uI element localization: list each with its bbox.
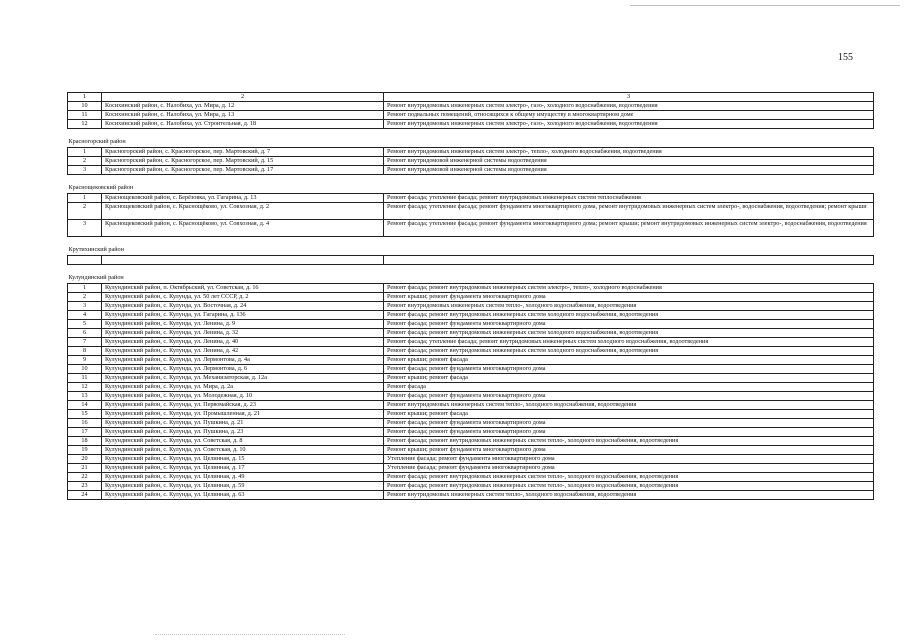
table-row xyxy=(68,256,874,265)
address-cell: Кулундинский район, с. Кулунда, ул. Ленина, д. 42 xyxy=(102,347,384,356)
address-cell: Кулундинский район, с. Кулунда, ул. Ленина, д. 40 xyxy=(102,338,384,347)
row-number-cell: 10 xyxy=(68,365,102,374)
table-row xyxy=(68,220,874,237)
row-number-cell: 13 xyxy=(68,392,102,401)
row-number-cell: 23 xyxy=(68,482,102,491)
address-cell: Кулундинский район, с. Кулунда, ул. Целинная, д. 17 xyxy=(102,464,384,473)
column-header-row xyxy=(68,93,874,102)
work-type-cell: Ремонт фасада; ремонт внутридомовых инженерных систем тепло-, холодного водоснабжения, водоотведения xyxy=(384,437,874,446)
table-row xyxy=(68,428,874,437)
work-type-cell: Ремонт крыши; ремонт фасада xyxy=(384,374,874,383)
address-cell: Краснощековский район, с. Краснощёково, ул. Совхозная, д. 2 xyxy=(102,203,384,220)
work-type-cell: Ремонт фасада; утепление фасада; ремонт фундамента многоквартирного дома; ремонт крыши; ремонт внутридомовых инженерных систем электро-, водоснабжения, водоотведения xyxy=(384,220,874,237)
work-type-cell xyxy=(384,256,874,265)
address-cell: Кулундинский район, с. Кулунда, ул. Целинная, д. 59 xyxy=(102,482,384,491)
address-cell: Кулундинский район, с. Кулунда, ул. Ленина, д. 32 xyxy=(102,329,384,338)
spacer-row xyxy=(68,237,874,247)
row-number-cell: 1 xyxy=(68,148,102,157)
address-cell: Косихинский район, с. Налобиха, ул. Мира, д. 12 xyxy=(102,102,384,111)
work-type-cell: Ремонт фасада xyxy=(384,383,874,392)
row-number-cell: 2 xyxy=(68,157,102,166)
table-row xyxy=(68,293,874,302)
table-row xyxy=(68,311,874,320)
work-type-cell: Ремонт фасада; ремонт фундамента многоквартирного дома xyxy=(384,428,874,437)
address-cell: Кулундинский район, с. Кулунда, ул. Целинная, д. 15 xyxy=(102,455,384,464)
work-type-cell: Ремонт крыши; ремонт фундамента многоквартирного дома xyxy=(384,446,874,455)
row-number-cell: 17 xyxy=(68,428,102,437)
table-row xyxy=(68,392,874,401)
district-heading: Кулундинский район xyxy=(68,274,124,281)
table-row xyxy=(68,166,874,175)
work-type-cell: Ремонт крыши; ремонт фундамента многоквартирного дома xyxy=(384,293,874,302)
column-header-address: 2 xyxy=(102,93,384,102)
row-number-cell: 5 xyxy=(68,320,102,329)
address-cell: Краснощековский район, с. Краснощёково, ул. Совхозная, д. 4 xyxy=(102,220,384,237)
row-number-cell: 22 xyxy=(68,473,102,482)
repair-works-table xyxy=(67,92,874,500)
work-type-cell: Ремонт фасада; ремонт внутридомовых инженерных систем электро-, тепло-, холодного водоснабжения xyxy=(384,284,874,293)
address-cell: Красногорский район, с. Красногорское, пер. Мартовский, д. 17 xyxy=(102,166,384,175)
table-row xyxy=(68,455,874,464)
table-row xyxy=(68,374,874,383)
address-cell: Кулундинский район, с. Кулунда, ул. Лермонтова, д. 4а xyxy=(102,356,384,365)
work-type-cell: Ремонт фасада; ремонт внутридомовых инженерных систем тепло-, холодного водоснабжения, водоотведения xyxy=(384,473,874,482)
address-cell: Красногорский район, с. Красногорское, пер. Мартовский, д. 7 xyxy=(102,148,384,157)
work-type-cell: Ремонт фасада; ремонт фундамента многоквартирного дома xyxy=(384,419,874,428)
work-type-cell: Ремонт фасада; утепление фасада; ремонт внутридомовых инженерных систем теплоснабжения xyxy=(384,194,874,203)
work-type-cell: Ремонт фасада; ремонт внутридомовых инженерных систем холодного водоснабжения, водоотведения xyxy=(384,347,874,356)
row-number-cell: 14 xyxy=(68,401,102,410)
table-row xyxy=(68,194,874,203)
address-cell: Кулундинский район, с. Кулунда, ул. 50 лет СССР, д. 2 xyxy=(102,293,384,302)
work-type-cell: Ремонт внутридомовой инженерной системы водоотведения xyxy=(384,157,874,166)
row-number-cell: 10 xyxy=(68,102,102,111)
work-type-cell: Ремонт крыши; ремонт фасада xyxy=(384,356,874,365)
table-row xyxy=(68,491,874,500)
table-row xyxy=(68,203,874,220)
district-heading-row xyxy=(68,138,874,148)
work-type-cell: Ремонт внутридомовых инженерных систем электро-, тепло-, холодного водоснабжения, водоотведения xyxy=(384,148,874,157)
row-number-cell: 12 xyxy=(68,120,102,129)
work-type-cell: Ремонт фасада; ремонт внутридомовых инженерных систем тепло-, холодного водоснабжения, водоотведения xyxy=(384,482,874,491)
address-cell: Кулундинский район, с. Кулунда, ул. Советская, д. 8 xyxy=(102,437,384,446)
district-heading-row xyxy=(68,274,874,284)
work-type-cell: Ремонт фасада; утепление фасада; ремонт фундамента многоквартирного дома, ремонт внутридомовых инженерных систем электро-, водоснабжения, водоотведения; ремонт крыши xyxy=(384,203,874,220)
address-cell: Косихинский район, с. Налобиха, ул. Мира, д. 13 xyxy=(102,111,384,120)
bottom-scan-line xyxy=(155,634,345,635)
row-number-cell: 2 xyxy=(68,203,102,220)
work-type-cell: Ремонт фасада; ремонт внутридомовых инженерных систем холодного водоснабжения, водоотведения xyxy=(384,311,874,320)
address-cell: Кулундинский район, с. Кулунда, ул. Молодежная, д. 10 xyxy=(102,392,384,401)
row-number-cell: 16 xyxy=(68,419,102,428)
table-row xyxy=(68,419,874,428)
row-number-cell: 19 xyxy=(68,446,102,455)
table-body xyxy=(68,93,874,500)
row-number-cell: 9 xyxy=(68,356,102,365)
address-cell: Кулундинский район, с. Кулунда, ул. Пушкина, д. 21 xyxy=(102,419,384,428)
table-row xyxy=(68,320,874,329)
work-type-cell: Ремонт фасада; ремонт внутридомовых инженерных систем холодного водоснабжения, водоотведения xyxy=(384,329,874,338)
row-number-cell xyxy=(68,256,102,265)
table-row xyxy=(68,446,874,455)
work-type-cell: Ремонт внутридомовых инженерных систем тепло-, холодного водоснабжения, водоотведения xyxy=(384,491,874,500)
table-row xyxy=(68,356,874,365)
page-number: 155 xyxy=(838,52,853,63)
column-header-works: 3 xyxy=(384,93,874,102)
address-cell: Кулундинский район, п. Октябрьский, ул. Советская, д. 16 xyxy=(102,284,384,293)
work-type-cell: Ремонт фасада; ремонт фундамента многоквартирного дома xyxy=(384,392,874,401)
table-row xyxy=(68,102,874,111)
district-heading: Крутихинский район xyxy=(68,246,124,253)
table-row xyxy=(68,365,874,374)
table-row xyxy=(68,473,874,482)
address-cell: Красногорский район, с. Красногорское, пер. Мартовский, д. 15 xyxy=(102,157,384,166)
top-scan-line xyxy=(630,5,900,6)
table-row xyxy=(68,410,874,419)
table-row xyxy=(68,157,874,166)
work-type-cell: Ремонт внутридомовых инженерных систем электро-, газо-, холодного водоснабжения, водоотведения xyxy=(384,120,874,129)
work-type-cell: Ремонт фасада; ремонт фундамента многоквартирного дома xyxy=(384,365,874,374)
row-number-cell: 12 xyxy=(68,383,102,392)
address-cell: Кулундинский район, с. Кулунда, ул. Гагарина, д. 136 xyxy=(102,311,384,320)
row-number-cell: 11 xyxy=(68,111,102,120)
row-number-cell: 7 xyxy=(68,338,102,347)
spacer-row xyxy=(68,175,874,185)
work-type-cell: Утепление фасада; ремонт фундамента многоквартирного дома xyxy=(384,464,874,473)
address-cell: Кулундинский район, с. Кулунда, ул. Целинная, д. 63 xyxy=(102,491,384,500)
address-cell: Кулундинский район, с. Кулунда, ул. Восточная, д. 24 xyxy=(102,302,384,311)
table-row xyxy=(68,284,874,293)
table-row xyxy=(68,383,874,392)
work-type-cell: Ремонт внутридомовых инженерных систем электро-, газо-, холодного водоснабжения, водоотведения xyxy=(384,102,874,111)
row-number-cell: 24 xyxy=(68,491,102,500)
table-row xyxy=(68,111,874,120)
row-number-cell: 20 xyxy=(68,455,102,464)
work-type-cell: Ремонт подвальных помещений, относящихся к общему имуществу в многоквартирном доме xyxy=(384,111,874,120)
table-row xyxy=(68,464,874,473)
row-number-cell: 21 xyxy=(68,464,102,473)
row-number-cell: 4 xyxy=(68,311,102,320)
table-row xyxy=(68,302,874,311)
work-type-cell: Ремонт фасада; утепление фасада; ремонт внутридомовых инженерных систем холодного водоснабжения, водоотведения xyxy=(384,338,874,347)
address-cell: Кулундинский район, с. Кулунда, ул. Первомайская, д. 23 xyxy=(102,401,384,410)
address-cell: Кулундинский район, с. Кулунда, ул. Лермонтова, д. 6 xyxy=(102,365,384,374)
work-type-cell: Утепление фасада; ремонт фундамента многоквартирного дома xyxy=(384,455,874,464)
row-number-cell: 3 xyxy=(68,220,102,237)
work-type-cell: Ремонт крыши; ремонт фасада xyxy=(384,410,874,419)
row-number-cell: 15 xyxy=(68,410,102,419)
row-number-cell: 11 xyxy=(68,374,102,383)
table-row xyxy=(68,120,874,129)
row-number-cell: 8 xyxy=(68,347,102,356)
address-cell: Кулундинский район, с. Кулунда, ул. Советская, д. 10 xyxy=(102,446,384,455)
address-cell: Кулундинский район, с. Кулунда, ул. Мира, д. 2а xyxy=(102,383,384,392)
address-cell: Краснощековский район, с. Берёзовка, ул. Гагарина, д. 13 xyxy=(102,194,384,203)
work-type-cell: Ремонт фасада; ремонт фундамента многоквартирного дома xyxy=(384,320,874,329)
row-number-cell: 3 xyxy=(68,302,102,311)
work-type-cell: Ремонт внутридомовых инженерных систем тепло-, холодного водоснабжения, водоотведения xyxy=(384,401,874,410)
address-cell: Косихинский район, с. Налобиха, ул. Строительная, д. 18 xyxy=(102,120,384,129)
table-row xyxy=(68,148,874,157)
row-number-cell: 3 xyxy=(68,166,102,175)
spacer-row xyxy=(68,265,874,275)
address-cell xyxy=(102,256,384,265)
work-type-cell: Ремонт внутридомовых инженерных систем тепло-, холодного водоснабжения, водоотведения xyxy=(384,302,874,311)
row-number-cell: 18 xyxy=(68,437,102,446)
table-row xyxy=(68,338,874,347)
address-cell: Кулундинский район, с. Кулунда, ул. Целинная, д. 49 xyxy=(102,473,384,482)
address-cell: Кулундинский район, с. Кулунда, ул. Промышленная, д. 21 xyxy=(102,410,384,419)
district-heading: Красногорский район xyxy=(68,138,126,145)
row-number-cell: 2 xyxy=(68,293,102,302)
table-row xyxy=(68,347,874,356)
district-heading-row xyxy=(68,246,874,256)
row-number-cell: 1 xyxy=(68,284,102,293)
row-number-cell: 6 xyxy=(68,329,102,338)
district-heading-row xyxy=(68,184,874,194)
table-row xyxy=(68,437,874,446)
district-heading: Краснощековский район xyxy=(68,184,134,191)
table-row xyxy=(68,329,874,338)
table-row xyxy=(68,401,874,410)
row-number-cell: 1 xyxy=(68,194,102,203)
column-header-number: 1 xyxy=(68,93,102,102)
address-cell: Кулундинский район, с. Кулунда, ул. Ленина, д. 9 xyxy=(102,320,384,329)
address-cell: Кулундинский район, с. Кулунда, ул. Пушкина, д. 23 xyxy=(102,428,384,437)
table-row xyxy=(68,482,874,491)
work-type-cell: Ремонт внутридомовой инженерной системы водоотведения xyxy=(384,166,874,175)
address-cell: Кулундинский район, с. Кулунда, ул. Механизаторская, д. 12а xyxy=(102,374,384,383)
spacer-row xyxy=(68,129,874,139)
